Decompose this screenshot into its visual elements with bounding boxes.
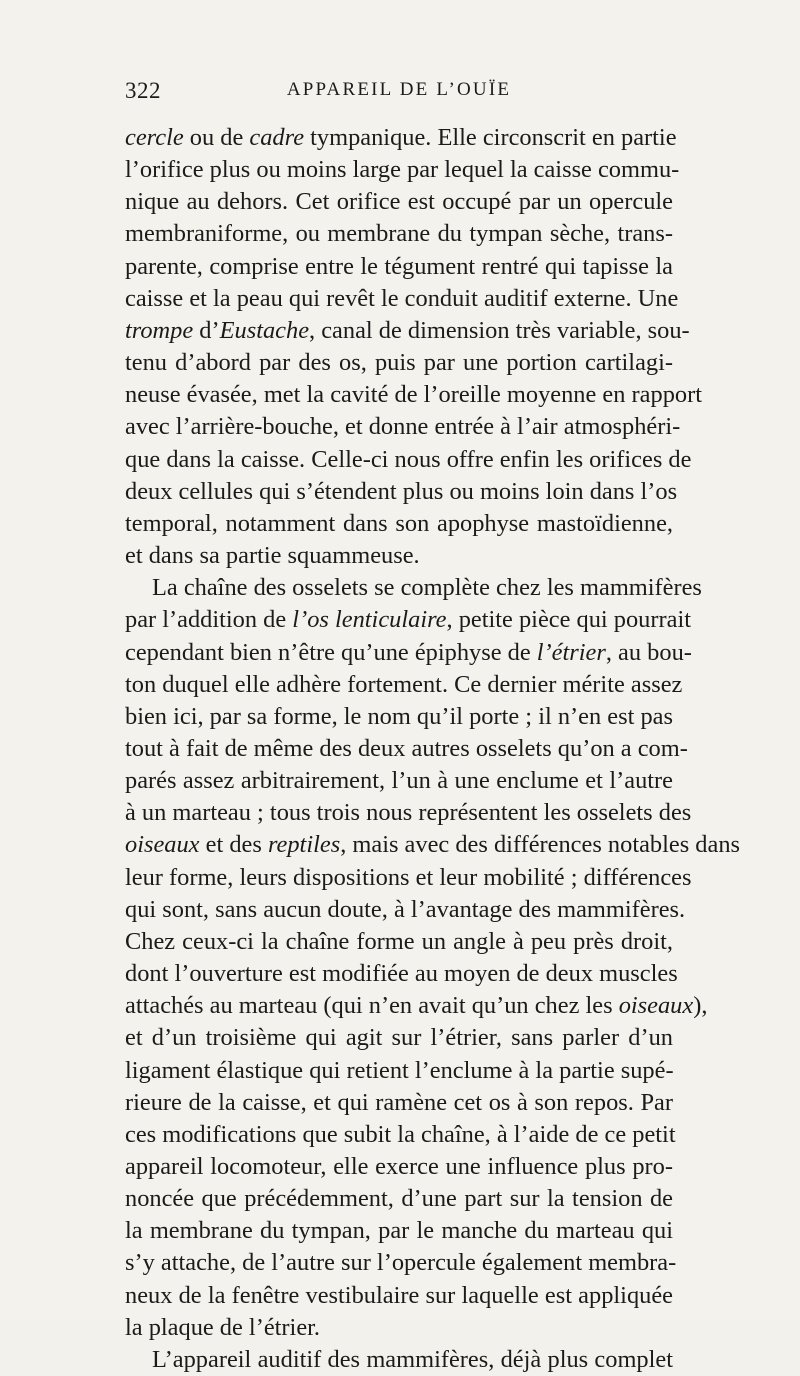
text-line xyxy=(125,669,683,701)
text-segment: s’y attache, de l’autre sur l’opercule également membra- xyxy=(125,1249,677,1277)
text-segment: cependant bien n’être qu’une épiphyse de xyxy=(125,638,537,666)
italic-term: reptiles xyxy=(267,831,341,859)
text-segment: et dans sa partie squammeuse. xyxy=(125,542,420,570)
text-segment: caisse et la peau qui revêt le conduit auditif externe. Une xyxy=(125,284,679,312)
text-line xyxy=(125,990,708,1022)
text-segment: la membrane du tympan, par le manche du marteau qui xyxy=(125,1217,673,1245)
italic-term: l’étrier xyxy=(536,638,606,666)
text-segment: nique au dehors. Cet orifice est occupé par un opercule xyxy=(125,188,673,216)
text-segment: l’orifice plus ou moins large par lequel la caisse commu- xyxy=(125,156,680,184)
text-line xyxy=(125,1215,673,1247)
text-line xyxy=(125,411,681,443)
page-header xyxy=(125,78,673,112)
text-segment: , mais avec des différences notables dans xyxy=(340,831,741,859)
text-segment: deux cellules qui s’étendent plus ou moins loin dans l’os xyxy=(125,477,678,505)
text-segment: parente, comprise entre le tégument rentré qui tapisse la xyxy=(125,252,673,280)
text-line xyxy=(125,1022,673,1054)
text-line xyxy=(125,797,692,829)
text-segment: et d’un troisième qui agit sur l’étrier, sans parler d’un xyxy=(125,1024,673,1052)
text-line xyxy=(125,1312,673,1344)
text-line xyxy=(125,283,679,315)
text-segment: leur forme, leurs dispositions et leur mobilité ; différences xyxy=(125,863,692,891)
text-segment: membraniforme, ou membrane du tympan sèche, trans- xyxy=(125,220,673,248)
text-line xyxy=(125,1055,673,1087)
italic-term: cercle xyxy=(125,124,184,151)
text-line xyxy=(125,1151,673,1183)
text-segment: parés assez arbitrairement, l’un à une enclume et l’autre xyxy=(125,767,673,795)
text-line xyxy=(125,829,741,861)
text-line xyxy=(125,444,692,476)
text-segment: bien ici, par sa forme, le nom qu’il porte ; il n’en est pas xyxy=(125,702,673,730)
text-segment: appareil locomoteur, elle exerce une influence plus pro- xyxy=(125,1153,673,1180)
text-line xyxy=(125,1247,677,1279)
text-segment: , petite pièce qui pourrait xyxy=(446,606,692,634)
text-line xyxy=(125,765,673,797)
text-segment: ou de xyxy=(183,124,250,151)
text-segment: noncée que précédemment, d’une part sur la tension de xyxy=(125,1185,673,1213)
text-segment: que dans la caisse. Celle-ci nous offre enfin les orifices de xyxy=(125,445,692,473)
running-title: APPAREIL DE L’OUÏE xyxy=(286,79,512,100)
text-segment: tympanique. Elle circonscrit en partie xyxy=(304,124,677,151)
text-segment: , canal de dimension très variable, sou- xyxy=(309,316,690,344)
text-segment: neux de la fenêtre vestibulaire sur laquelle est appliquée xyxy=(125,1281,673,1309)
text-line xyxy=(125,122,677,154)
text-segment: par l’addition de xyxy=(125,606,293,634)
text-line xyxy=(125,958,678,990)
text-segment: la plaque de l’étrier. xyxy=(125,1313,321,1341)
text-line xyxy=(125,637,692,669)
text-line xyxy=(125,1119,676,1151)
italic-term: oiseaux xyxy=(618,992,694,1020)
italic-term: Eustache xyxy=(219,316,310,344)
text-segment: à un marteau ; tous trois nous représentent les osselets des xyxy=(125,799,692,827)
italic-term: oiseaux xyxy=(125,831,200,859)
text-segment: ligament élastique qui retient l’enclume à la partie supé- xyxy=(125,1056,674,1084)
text-line xyxy=(125,862,692,894)
text-line xyxy=(125,476,678,508)
text-segment: dont l’ouverture est modifiée au moyen de deux muscles xyxy=(125,960,678,988)
text-segment: La chaîne des osselets se complète chez les mammifères xyxy=(152,574,702,602)
text-segment: qui sont, sans aucun doute, à l’avantage des mammifères. xyxy=(125,895,686,923)
text-line xyxy=(125,154,680,186)
text-line xyxy=(125,1183,673,1215)
text-line xyxy=(125,604,692,636)
text-segment: et des xyxy=(199,831,268,859)
text-line xyxy=(125,701,673,733)
text-segment: attachés au marteau (qui n’en avait qu’un chez les xyxy=(125,992,619,1020)
text-line xyxy=(125,379,702,411)
text-line xyxy=(125,251,673,283)
text-line xyxy=(125,347,673,379)
italic-term: trompe xyxy=(125,316,194,344)
text-line xyxy=(125,218,673,250)
italic-term: cadre xyxy=(249,124,305,151)
text-line xyxy=(125,315,690,347)
text-line xyxy=(125,926,673,958)
text-segment: rieure de la caisse, et qui ramène cet os à son repos. Par xyxy=(125,1088,673,1116)
text-segment: ces modifications que subit la chaîne, à l’aide de ce petit xyxy=(125,1120,676,1148)
text-segment: ), xyxy=(693,992,708,1020)
text-segment: tout à fait de même des deux autres osselets qu’on a com- xyxy=(125,734,688,762)
text-segment: avec l’arrière-bouche, et donne entrée à l’air atmosphéri- xyxy=(125,413,681,441)
text-line xyxy=(125,572,702,604)
text-line xyxy=(125,508,673,540)
text-segment: tenu d’abord par des os, puis par une portion cartilagi- xyxy=(125,349,673,377)
text-segment: Chez ceux-ci la chaîne forme un angle à peu près droit, xyxy=(125,927,673,955)
text-line xyxy=(125,1087,673,1119)
text-segment: temporal, notamment dans son apophyse mastoïdienne, xyxy=(125,509,673,537)
text-line xyxy=(125,733,688,765)
text-segment: , au bou- xyxy=(605,638,692,666)
page-number: 322 xyxy=(125,78,161,103)
text-line xyxy=(125,1280,673,1312)
text-line xyxy=(125,186,673,218)
text-line xyxy=(125,1344,673,1376)
text-line xyxy=(125,540,673,572)
body-text xyxy=(125,122,741,1376)
text-segment: d’ xyxy=(193,316,220,344)
text-segment: L’appareil auditif des mammifères, déjà plus complet xyxy=(152,1345,673,1373)
text-segment: ton duquel elle adhère fortement. Ce dernier mérite assez xyxy=(125,670,683,698)
italic-term: l’os lenticulaire xyxy=(292,606,447,634)
text-segment: neuse évasée, met la cavité de l’oreille moyenne en rapport xyxy=(125,381,702,409)
text-line xyxy=(125,894,686,926)
